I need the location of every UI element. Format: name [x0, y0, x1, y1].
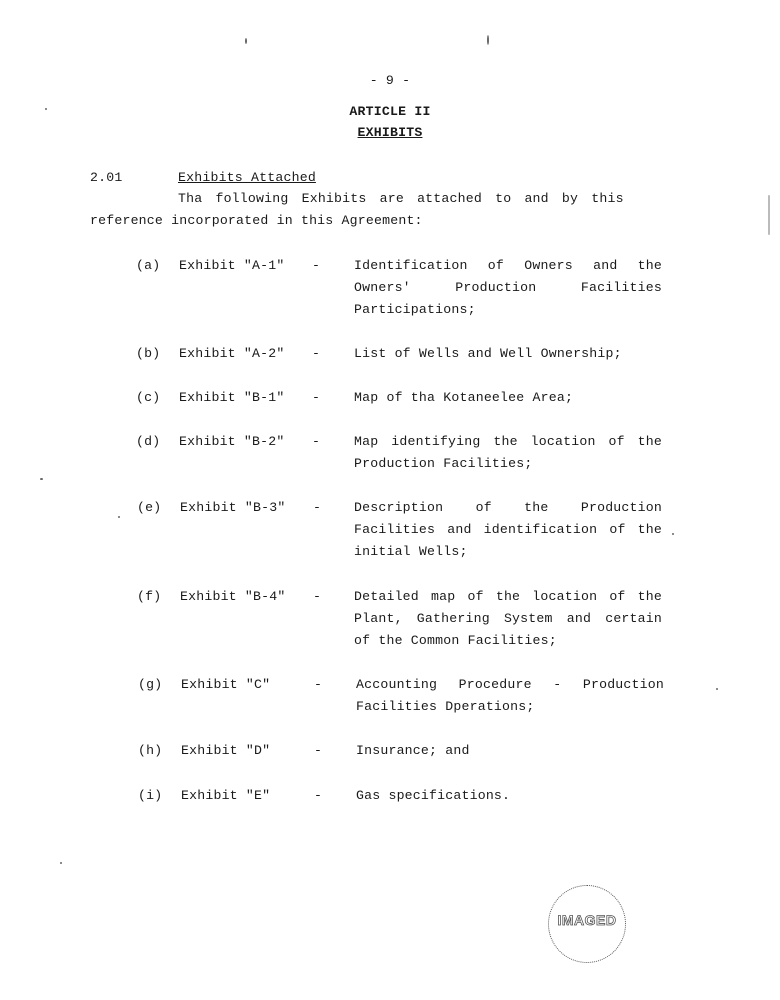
scan-speck [672, 533, 674, 535]
exhibit-letter: (a) [136, 258, 161, 273]
exhibit-dash: - [312, 346, 321, 361]
exhibit-description: Accounting Procedure - Production Facilities Dperations; [356, 677, 664, 714]
exhibit-letter: (g) [138, 677, 163, 692]
section-intro-line1: Tha following Exhibits are attached to and by this [178, 191, 624, 206]
exhibit-description: Detailed map of the location of the Plant, Gathering System and certain of the Common Facilities; [354, 589, 662, 648]
scan-speck [716, 688, 718, 690]
exhibit-dash: - [312, 390, 321, 405]
scan-speck [60, 862, 62, 864]
exhibit-letter: (i) [138, 788, 163, 803]
scan-speck [487, 35, 489, 45]
section-title: Exhibits Attached [178, 170, 316, 185]
exhibit-description: Description of the Production Facilities and identification of the initial Wells; [354, 500, 662, 559]
exhibit-description: Insurance; and [356, 743, 470, 758]
page-number: - 9 - [369, 73, 411, 88]
exhibit-dash: - [314, 788, 323, 803]
stamp-label: IMAGED [557, 912, 617, 928]
scan-speck [40, 478, 43, 480]
scan-speck [245, 38, 247, 44]
exhibit-description: List of Wells and Well Ownership; [354, 346, 622, 361]
exhibit-dash: - [312, 258, 321, 273]
article-subheading: EXHIBITS [357, 125, 423, 140]
exhibit-dash: - [312, 434, 321, 449]
article-heading: ARTICLE II [349, 104, 431, 119]
exhibit-label: Exhibit "A-2" [179, 346, 285, 361]
exhibit-dash: - [313, 500, 322, 515]
exhibit-description: Identification of Owners and the Owners' Production Facilities Participations; [354, 258, 662, 317]
scan-speck [768, 195, 770, 235]
exhibit-letter: (h) [138, 743, 163, 758]
exhibit-letter: (b) [136, 346, 161, 361]
exhibit-dash: - [313, 589, 322, 604]
exhibit-letter: (c) [136, 390, 161, 405]
scan-speck [45, 108, 47, 110]
section-number: 2.01 [90, 170, 123, 185]
exhibit-letter: (d) [136, 434, 161, 449]
exhibit-label: Exhibit "B-2" [179, 434, 285, 449]
exhibit-label: Exhibit "D" [181, 743, 271, 758]
exhibit-label: Exhibit "B-4" [180, 589, 286, 604]
exhibit-letter: (e) [137, 500, 162, 515]
exhibit-description: Gas specifications. [356, 788, 511, 803]
exhibit-dash: - [314, 743, 323, 758]
exhibit-description: Map identifying the location of the Production Facilities; [354, 434, 662, 471]
exhibit-label: Exhibit "B-1" [179, 390, 285, 405]
exhibit-label: Exhibit "B-3" [180, 500, 286, 515]
exhibit-dash: - [314, 677, 323, 692]
scan-speck [118, 516, 120, 518]
imaged-stamp [548, 885, 626, 963]
exhibit-label: Exhibit "E" [181, 788, 271, 803]
section-intro-line2: reference incorporated in this Agreement: [90, 213, 423, 228]
exhibit-letter: (f) [137, 589, 162, 604]
exhibit-label: Exhibit "A-1" [179, 258, 285, 273]
exhibit-description: Map of tha Kotaneelee Area; [354, 390, 574, 405]
exhibit-label: Exhibit "C" [181, 677, 271, 692]
